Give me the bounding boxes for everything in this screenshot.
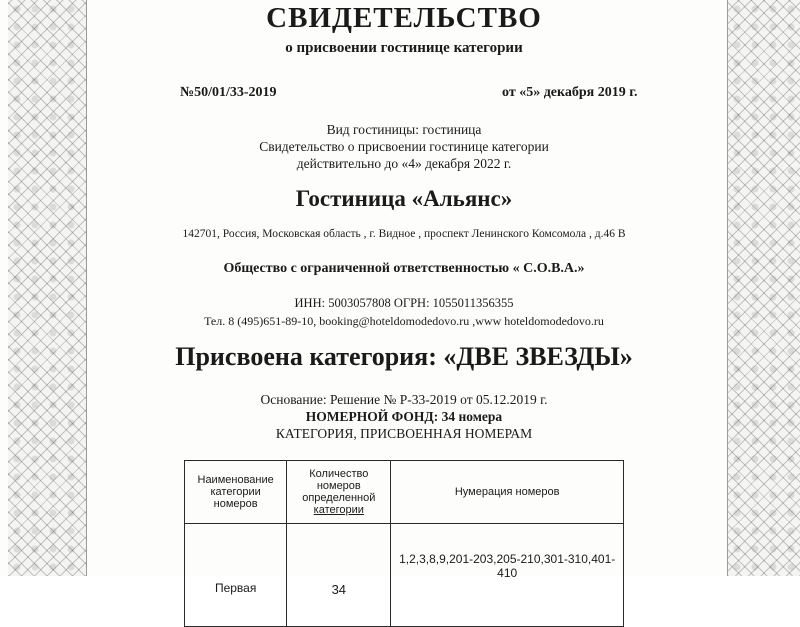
assigned-category: Присвоена категория: «ДВЕ ЗВЕЗДЫ» xyxy=(175,342,633,371)
certificate-content xyxy=(90,0,718,597)
table-row xyxy=(185,524,624,627)
row-category: Первая xyxy=(185,524,287,627)
ornamental-border-left xyxy=(8,0,87,576)
certificate-number: №50/01/33-2019 xyxy=(180,85,277,100)
header-room-count-under: категории xyxy=(313,504,364,516)
validity-line-1: Свидетельство о присвоении гостинице категории xyxy=(259,139,549,154)
organization-contacts: Тел. 8 (495)651-89-10, booking@hoteldomodedovo.ru ,www hoteldomodedovo.ru xyxy=(204,314,604,328)
certificate-date: от «5» декабря 2019 г. xyxy=(502,85,638,100)
certificate-subtitle: о присвоении гостинице категории xyxy=(285,40,523,56)
row-numbers: 1,2,3,8,9,201-203,205-210,301-310,401-410 xyxy=(391,524,624,627)
validity-line-2: действительно до «4» декабря 2022 г. xyxy=(296,156,512,171)
header-category-name: Наименование категории номеров xyxy=(185,461,287,524)
rooms-category-heading: КАТЕГОРИЯ, ПРИСВОЕННАЯ НОМЕРАМ xyxy=(275,426,533,441)
ornamental-border-right xyxy=(727,0,800,576)
certificate-title: СВИДЕТЕЛЬСТВО xyxy=(266,2,542,34)
room-fund: НОМЕРНОЙ ФОНД: 34 номера xyxy=(305,409,503,424)
table-header-row xyxy=(185,461,624,524)
rooms-table xyxy=(184,460,624,627)
hotel-address: 142701, Россия, Московская область , г. Видное , проспект Ленинского Комсомола , д.46 В xyxy=(182,228,626,240)
header-room-count-main: Количество номеров определенной xyxy=(302,468,376,504)
hotel-type: Вид гостиницы: гостиница xyxy=(326,122,482,137)
header-room-count xyxy=(287,461,391,524)
organization-name: Общество с ограниченной ответственностью « С.О.В.А.» xyxy=(223,261,585,276)
row-count: 34 xyxy=(287,524,391,627)
header-room-numbers: Нумерация номеров xyxy=(391,461,624,524)
organization-ids: ИНН: 5003057808 ОГРН: 1055011356355 xyxy=(294,296,514,310)
decision-basis: Основание: Решение № Р-33-2019 от 05.12.2019 г. xyxy=(260,392,548,407)
hotel-name: Гостиница «Альянс» xyxy=(295,186,513,211)
